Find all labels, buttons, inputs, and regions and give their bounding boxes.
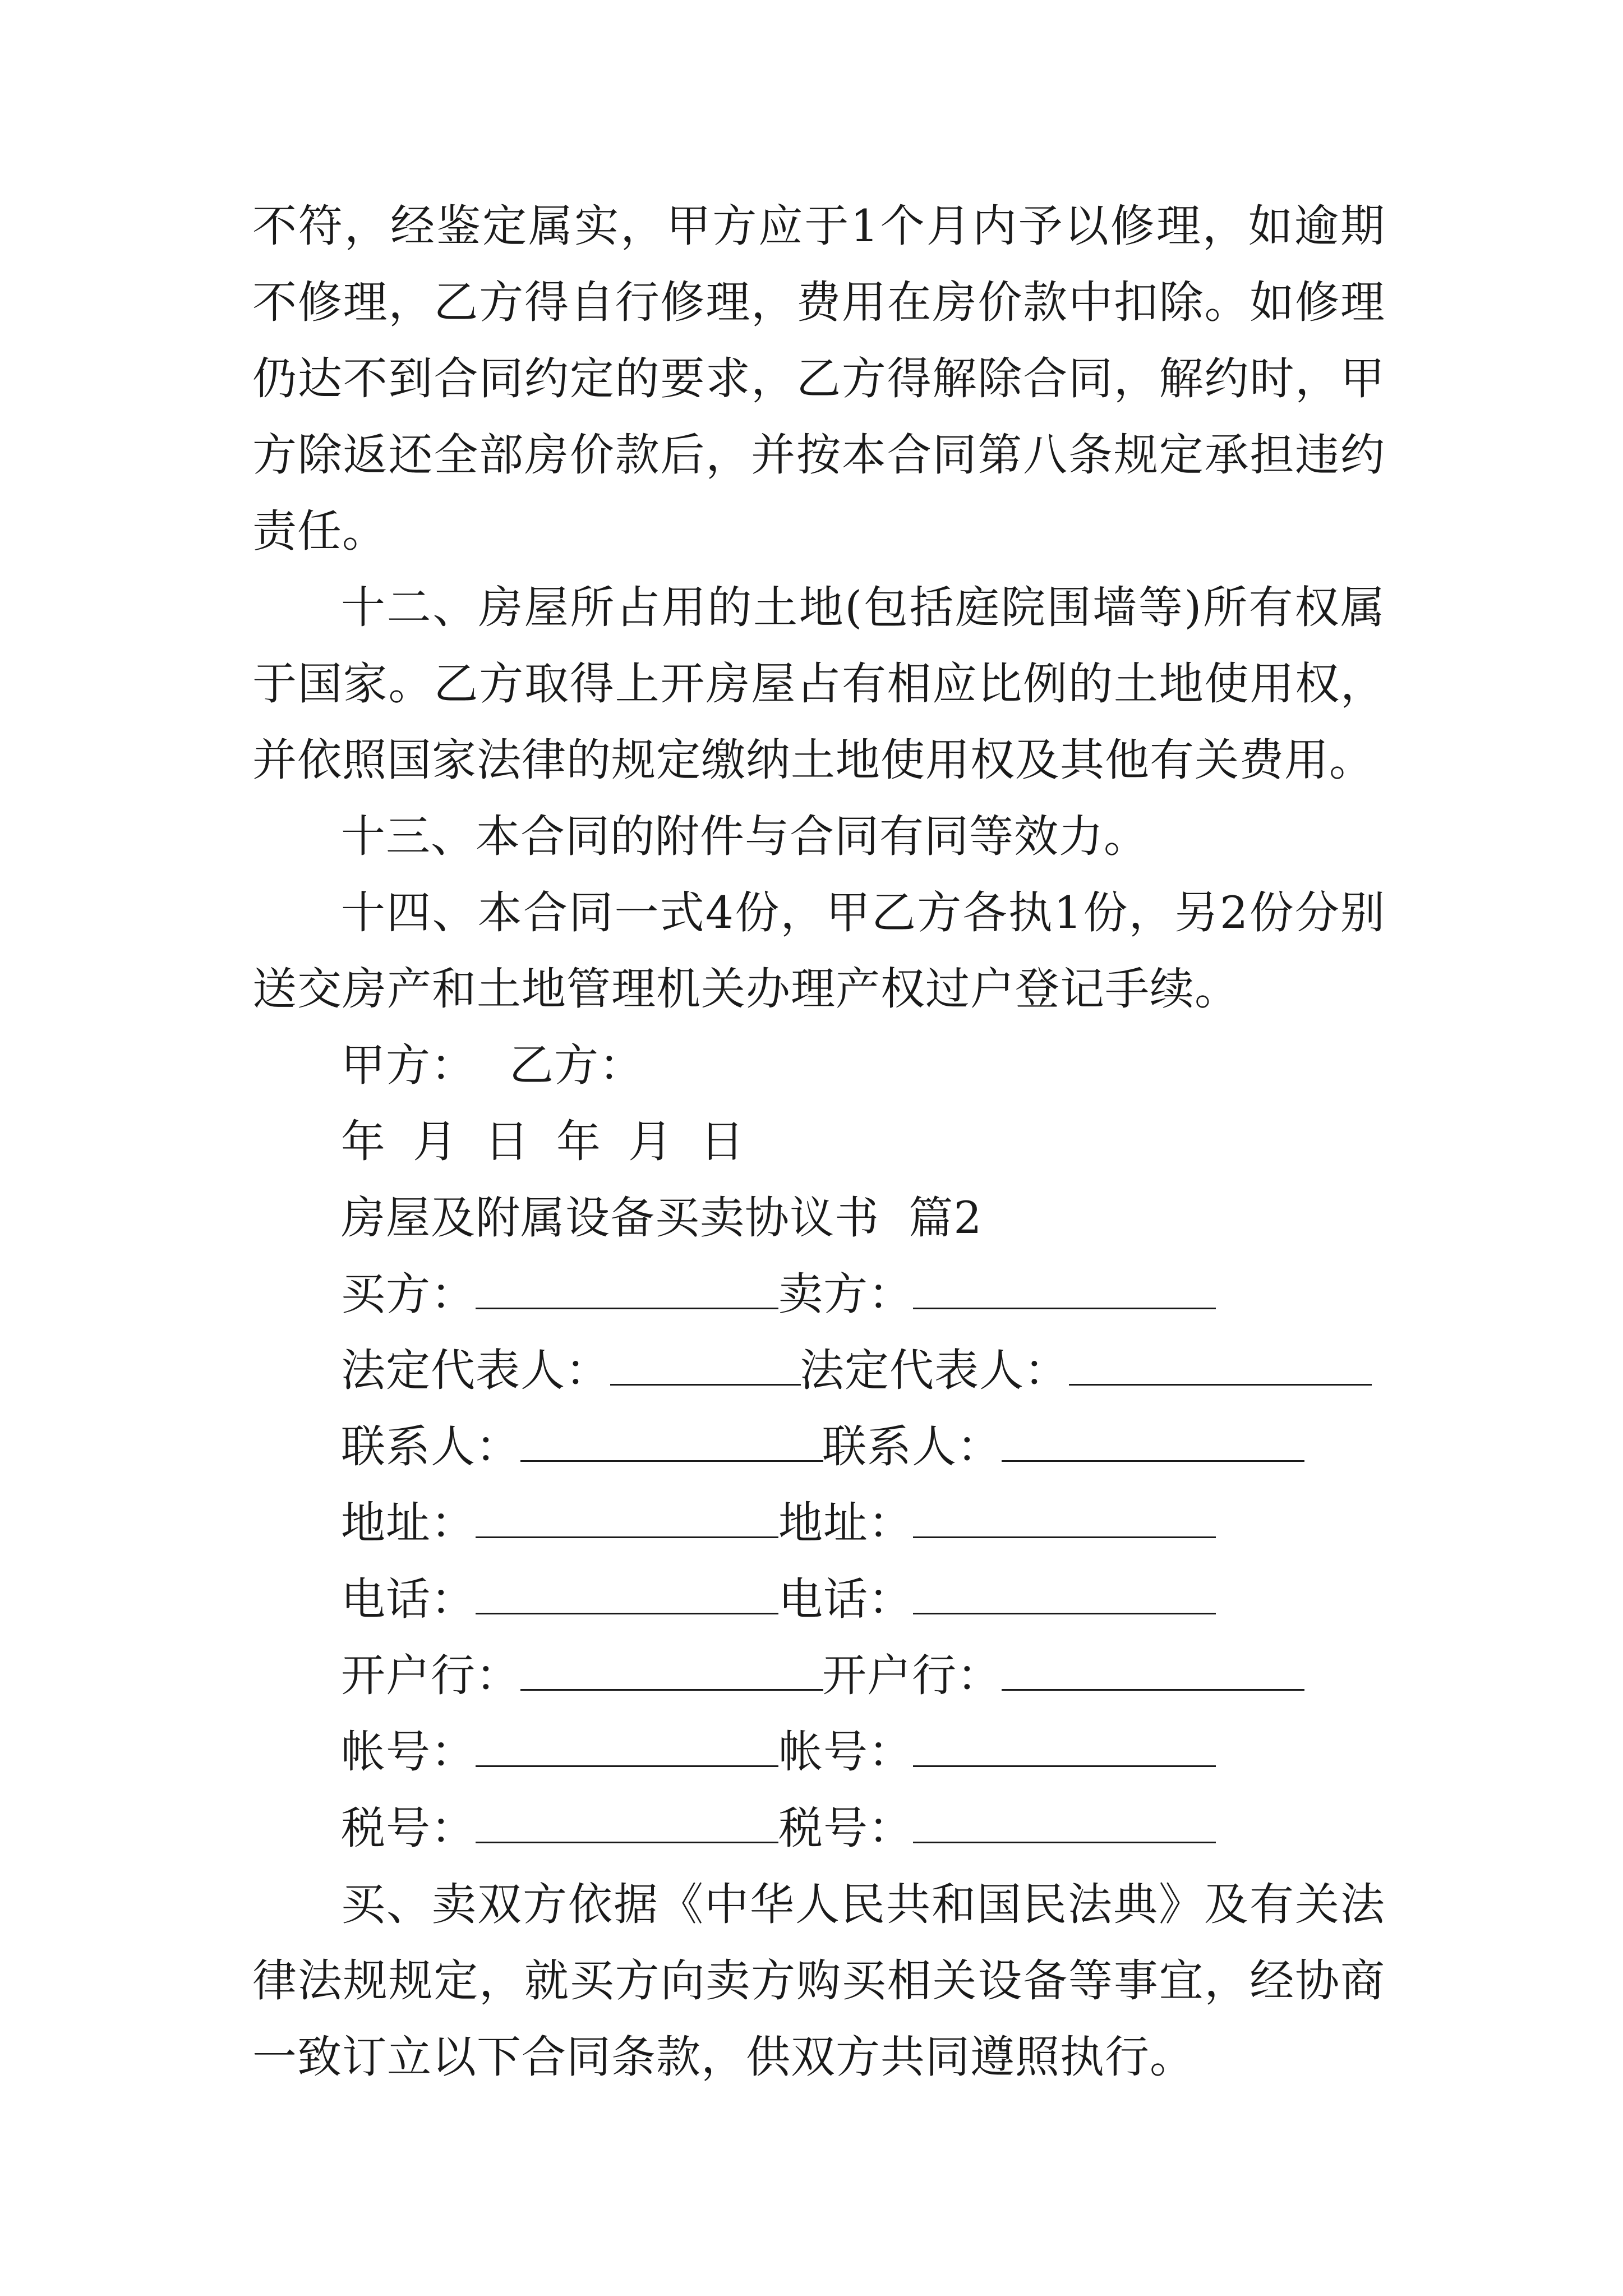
seller-bank-blank[interactable]	[1002, 1637, 1304, 1691]
seller-contact-blank[interactable]	[1002, 1409, 1304, 1462]
paragraph-repair-clause: 不符，经鉴定属实，甲方应于1个月内予以修理，如逾期不修理，乙方得自行修理，费用在房价款中扣除。如修理仍达不到合同约定的要求，乙方得解除合同，解约时，甲方除返还全部房价款后，并按本合同第八条规定承担违约责任。	[252, 200, 1385, 557]
field-label: 开户行：	[822, 1650, 1002, 1701]
date-line	[252, 1103, 1385, 1180]
date-day-1: 日	[485, 1116, 529, 1167]
form-row-legal-rep	[252, 1332, 1385, 1409]
seller-tax-field	[778, 1790, 1216, 1866]
buyer-phone-blank[interactable]	[476, 1561, 778, 1614]
section-title: 房屋及附属设备买卖协议书 篇2	[341, 1192, 983, 1244]
party-a-label: 甲方：	[341, 1039, 476, 1091]
form-row-bank	[252, 1637, 1385, 1714]
field-label: 电话：	[778, 1573, 913, 1625]
field-label: 地址：	[341, 1497, 476, 1549]
buyer-account-blank[interactable]	[476, 1714, 778, 1767]
form-row-account	[252, 1714, 1385, 1790]
seller-phone-blank[interactable]	[913, 1561, 1216, 1614]
buyer-bank-field	[341, 1637, 823, 1714]
paragraph-agreement-basis: 买、卖双方依据《中华人民共和国民法典》及有关法律法规规定，就买方向卖方购买相关设备等事宜，经协商一致订立以下合同条款，供双方共同遵照执行。	[252, 1879, 1385, 2083]
seller-address-field	[778, 1485, 1216, 1561]
seller-bank-field	[822, 1637, 1304, 1714]
date-year-2: 年	[556, 1116, 601, 1167]
buyer-blank[interactable]	[476, 1256, 778, 1309]
field-label: 帐号：	[341, 1726, 476, 1778]
form-row-contact	[252, 1409, 1385, 1485]
buyer-contact-blank[interactable]	[520, 1409, 823, 1462]
signature-line	[252, 1027, 1385, 1103]
field-label: 电话：	[341, 1573, 476, 1625]
paragraph-clause-14: 十四、本合同一式4份，甲乙方各执1份，另2份分别送交房产和土地管理机关办理产权过户登记手续。	[252, 887, 1385, 1015]
date-month-1: 月	[413, 1116, 458, 1167]
seller-address-blank[interactable]	[913, 1485, 1216, 1538]
buyer-bank-blank[interactable]	[520, 1637, 823, 1691]
field-label: 帐号：	[778, 1726, 913, 1778]
buyer-address-field	[341, 1485, 778, 1561]
seller-legal-rep-blank[interactable]	[1069, 1332, 1372, 1386]
date-day-2: 日	[700, 1116, 745, 1167]
buyer-contact-field	[341, 1409, 823, 1485]
date-month-2: 月	[628, 1116, 673, 1167]
seller-account-blank[interactable]	[913, 1714, 1216, 1767]
field-label: 税号：	[341, 1802, 476, 1854]
seller-account-field	[778, 1714, 1216, 1790]
field-label: 联系人：	[341, 1421, 520, 1473]
seller-legal-rep-field	[800, 1332, 1372, 1409]
form-row-phone	[252, 1561, 1385, 1637]
party-b-label: 乙方：	[509, 1039, 644, 1091]
form-row-buyer-seller	[252, 1256, 1385, 1332]
buyer-address-blank[interactable]	[476, 1485, 778, 1538]
paragraph-clause-13: 十三、本合同的附件与合同有同等效力。	[341, 811, 1149, 862]
field-label: 开户行：	[341, 1650, 520, 1701]
seller-phone-field	[778, 1561, 1216, 1637]
paragraph-clause-12: 十二、房屋所占用的土地(包括庭院围墙等)所有权属于国家。乙方取得上开房屋占有相应比例的土地使用权，并依照国家法律的规定缴纳土地使用权及其他有关费用。	[252, 582, 1385, 786]
field-label: 法定代表人：	[800, 1345, 1069, 1396]
buyer-legal-rep-blank[interactable]	[610, 1332, 801, 1386]
field-label: 买方：	[341, 1268, 476, 1320]
document-body	[252, 188, 1385, 2095]
field-label: 地址：	[778, 1497, 913, 1549]
field-label: 税号：	[778, 1802, 913, 1854]
field-label: 联系人：	[822, 1421, 1002, 1473]
buyer-tax-field	[341, 1790, 778, 1866]
form-row-address	[252, 1485, 1385, 1561]
buyer-legal-rep-field	[341, 1332, 801, 1409]
seller-tax-blank[interactable]	[913, 1790, 1216, 1843]
form-row-tax	[252, 1790, 1385, 1866]
buyer-phone-field	[341, 1561, 778, 1637]
date-year-1: 年	[341, 1116, 386, 1167]
buyer-tax-blank[interactable]	[476, 1790, 778, 1843]
seller-blank[interactable]	[913, 1256, 1216, 1309]
seller-contact-field	[822, 1409, 1304, 1485]
buyer-account-field	[341, 1714, 778, 1790]
field-label: 法定代表人：	[341, 1345, 610, 1396]
buyer-field	[341, 1256, 778, 1332]
seller-field	[778, 1256, 1216, 1332]
field-label: 卖方：	[778, 1268, 913, 1320]
